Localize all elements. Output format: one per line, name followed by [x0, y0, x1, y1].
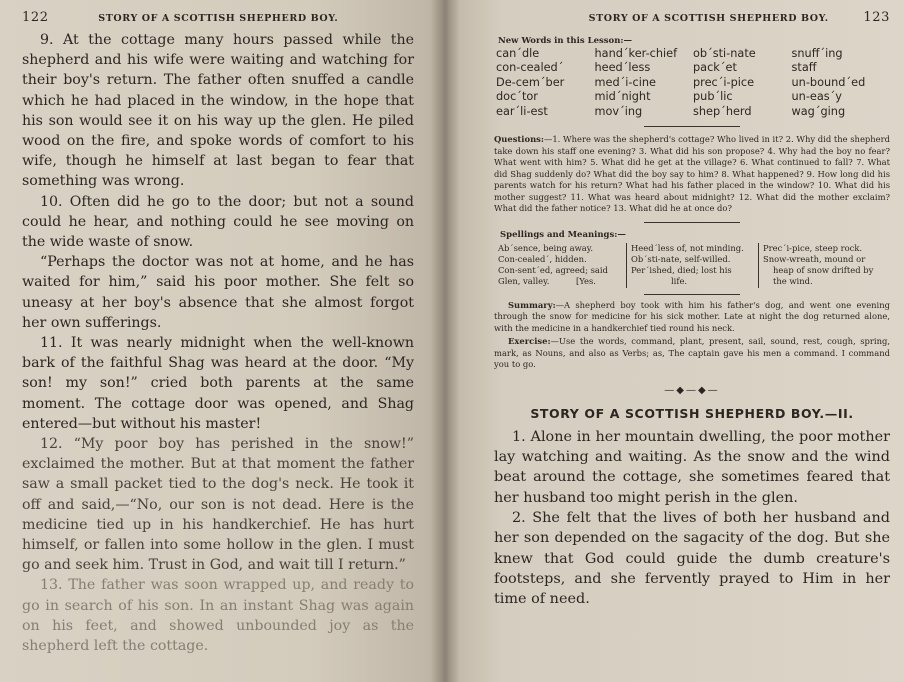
paragraph-11: 11. It was nearly midnight when the well-known bark of the faithful Shag was heard at the door. “My son! my son!” cried both parents at the same moment. The cottage door was opened, and Shag entered—but without his master!: [22, 335, 414, 432]
questions-block: [494, 134, 890, 215]
new-word: med´i-cine: [594, 75, 656, 89]
spellings-grid: [494, 243, 890, 288]
paragraph-13: 13. The father was soon wrapped up, and ready to go in search of his son. In an instant Shag was again on his feet, and showed unbounded joy as the shepherd left the cottage.: [22, 577, 414, 655]
story-paragraph-2: 2. She felt that the lives of both her husband and her son depended on the sagacity of the dog. But she knew that God could guide the dumb creature's footsteps, and she fervently prayed to Him in her time of need.: [494, 509, 890, 608]
new-word: staff: [791, 61, 817, 75]
new-word: shep´herd: [693, 104, 752, 118]
new-word: wag´ging: [791, 104, 846, 118]
spelling-entry: life.: [671, 276, 688, 287]
questions-text: —1. Where was the shepherd's cottage? Who lived in it? 2. Why did the shepherd take down his staff one evening? 3. What did his son propose? 4. Why had the boy no fear? What went with him? 5. What did he get at the village? 6. What continued to fall? 7. What did Shag suddenly do? What did the boy say to him? 8. What happened? 9. How long did his parents watch for his return? What had his father placed in the window? 10. What did his mother suggest? 11. What was heard about midnight? 12. What did the mother exclaim? What did the father notice? 13. What did he at once do?: [494, 134, 890, 214]
new-word: con-cealed´: [496, 61, 564, 75]
new-word: pub´lic: [693, 90, 733, 104]
new-word: De-cem´ber: [496, 75, 565, 89]
new-word: heed´less: [594, 61, 651, 75]
paragraph-9: 9. At the cottage many hours passed while the shepherd and his wife were waiting and watching for their boy's return. The father often snuffed a candle which he had placed in the window, in the hope that his son would see it on his way up the glen. He piled wood on the fire, and spoke words of comfort to his wife, though he himself at last began to fear that something was wrong.: [22, 32, 414, 190]
new-word: pack´et: [693, 61, 737, 75]
right-page-number: 123: [863, 10, 890, 25]
summary-block: [494, 300, 890, 335]
new-words-grid: [496, 47, 890, 119]
spelling-entry: Per´ished, died; lost his: [631, 265, 732, 276]
exercise-block: [494, 336, 890, 371]
spelling-entry: Ab´sence, being away.: [498, 242, 594, 253]
left-page-number: 122: [22, 10, 49, 25]
spelling-entry: Con-cealed´, hidden.: [498, 253, 587, 264]
left-page: [0, 0, 442, 682]
right-page: [448, 0, 904, 682]
summary-label: Summary:: [508, 299, 556, 310]
divider-rule: [644, 222, 740, 223]
new-word: un-eas´y: [791, 90, 842, 104]
story-part-two: [494, 427, 890, 610]
new-word: mid´night: [594, 90, 651, 104]
spelling-entry: heap of snow drifted by: [773, 265, 874, 276]
ornament-divider: —◆—◆—: [664, 384, 720, 396]
spelling-entry: Ob´sti-nate, self-willed.: [631, 253, 731, 264]
spelling-entry: Glen, valley. [Yes.: [498, 276, 596, 287]
paragraph-10: 10. Often did he go to the door; but not a sound could he hear, and nothing could he see moving on the wide waste of snow.: [22, 193, 414, 251]
new-word: ear´li-est: [496, 104, 548, 118]
new-word: can´dle: [496, 47, 540, 60]
summary-text: —A shepherd boy took with him his father's dog, and went one evening through the snow for medicine for his sick mother. Late at night the dog returned alone, with the medicine in a handkerchief tied round his neck.: [494, 299, 890, 333]
right-running-title: STORY OF A SCOTTISH SHEPHERD BOY.: [588, 13, 829, 24]
paragraph-12: 12. “My poor boy has perished in the snow!” exclaimed the mother. But at that moment the father saw a small packet tied to the dog's neck. He took it off and said,—“No, our son is not dead. Here is the medicine tied up in his handkerchief. He has hurt himself, or fallen into some hollow in the glen. I must go and seek him. Trust in God, and wait till I return.”: [22, 436, 414, 574]
paragraph-perhaps: “Perhaps the doctor was not at home, and he has waited for him,” said his poor mother. She felt so uneasy at her boy's absence that she almost forgot her own sufferings.: [22, 254, 414, 331]
book-gutter: [430, 0, 460, 682]
divider-rule: [644, 294, 740, 295]
questions-label: Questions:: [494, 134, 544, 145]
spellings-column: [758, 243, 890, 288]
exercise-label: Exercise:: [508, 336, 551, 347]
spellings-column: [626, 243, 758, 288]
right-running-head: [494, 10, 890, 30]
spellings-title: Spellings and Meanings:—: [500, 229, 626, 240]
divider-rule: [644, 126, 740, 127]
spelling-entry: the wind.: [773, 276, 813, 287]
new-word: ob´sti-nate: [693, 47, 756, 60]
spellings-column: [494, 243, 626, 288]
spelling-entry: Con-sent´ed, agreed; said: [498, 265, 608, 276]
new-word: snuff´ing: [791, 47, 843, 60]
story-paragraph-1: 1. Alone in her mountain dwelling, the poor mother lay watching and waiting. As the snow and the wind beat around the cottage, she sometimes feared that her husband too might perish in the glen.: [494, 428, 890, 506]
new-words-title: New Words in this Lesson:—: [498, 36, 633, 46]
left-page-text: [22, 30, 414, 656]
new-word: prec´i-pice: [693, 75, 755, 89]
new-word: doc´tor: [496, 90, 538, 104]
exercise-text: —Use the words, command, plant, present, sail, sound, rest, cough, spring, mark, as Nouns, and also as Verbs; as, The captain gave his men a command. I command you to go.: [494, 336, 890, 370]
spelling-entry: Snow-wreath, mound or: [763, 253, 866, 264]
new-word: un-bound´ed: [791, 75, 866, 89]
new-word: hand´ker-chief: [594, 47, 678, 60]
story-title: STORY OF A SCOTTISH SHEPHERD BOY.—II.: [530, 405, 854, 421]
spelling-entry: Heed´less of, not minding.: [631, 242, 744, 253]
spelling-entry: Prec´i-pice, steep rock.: [763, 242, 863, 253]
left-running-title: STORY OF A SCOTTISH SHEPHERD BOY.: [98, 13, 339, 24]
new-word: mov´ing: [594, 104, 643, 118]
left-running-head: [22, 10, 414, 30]
